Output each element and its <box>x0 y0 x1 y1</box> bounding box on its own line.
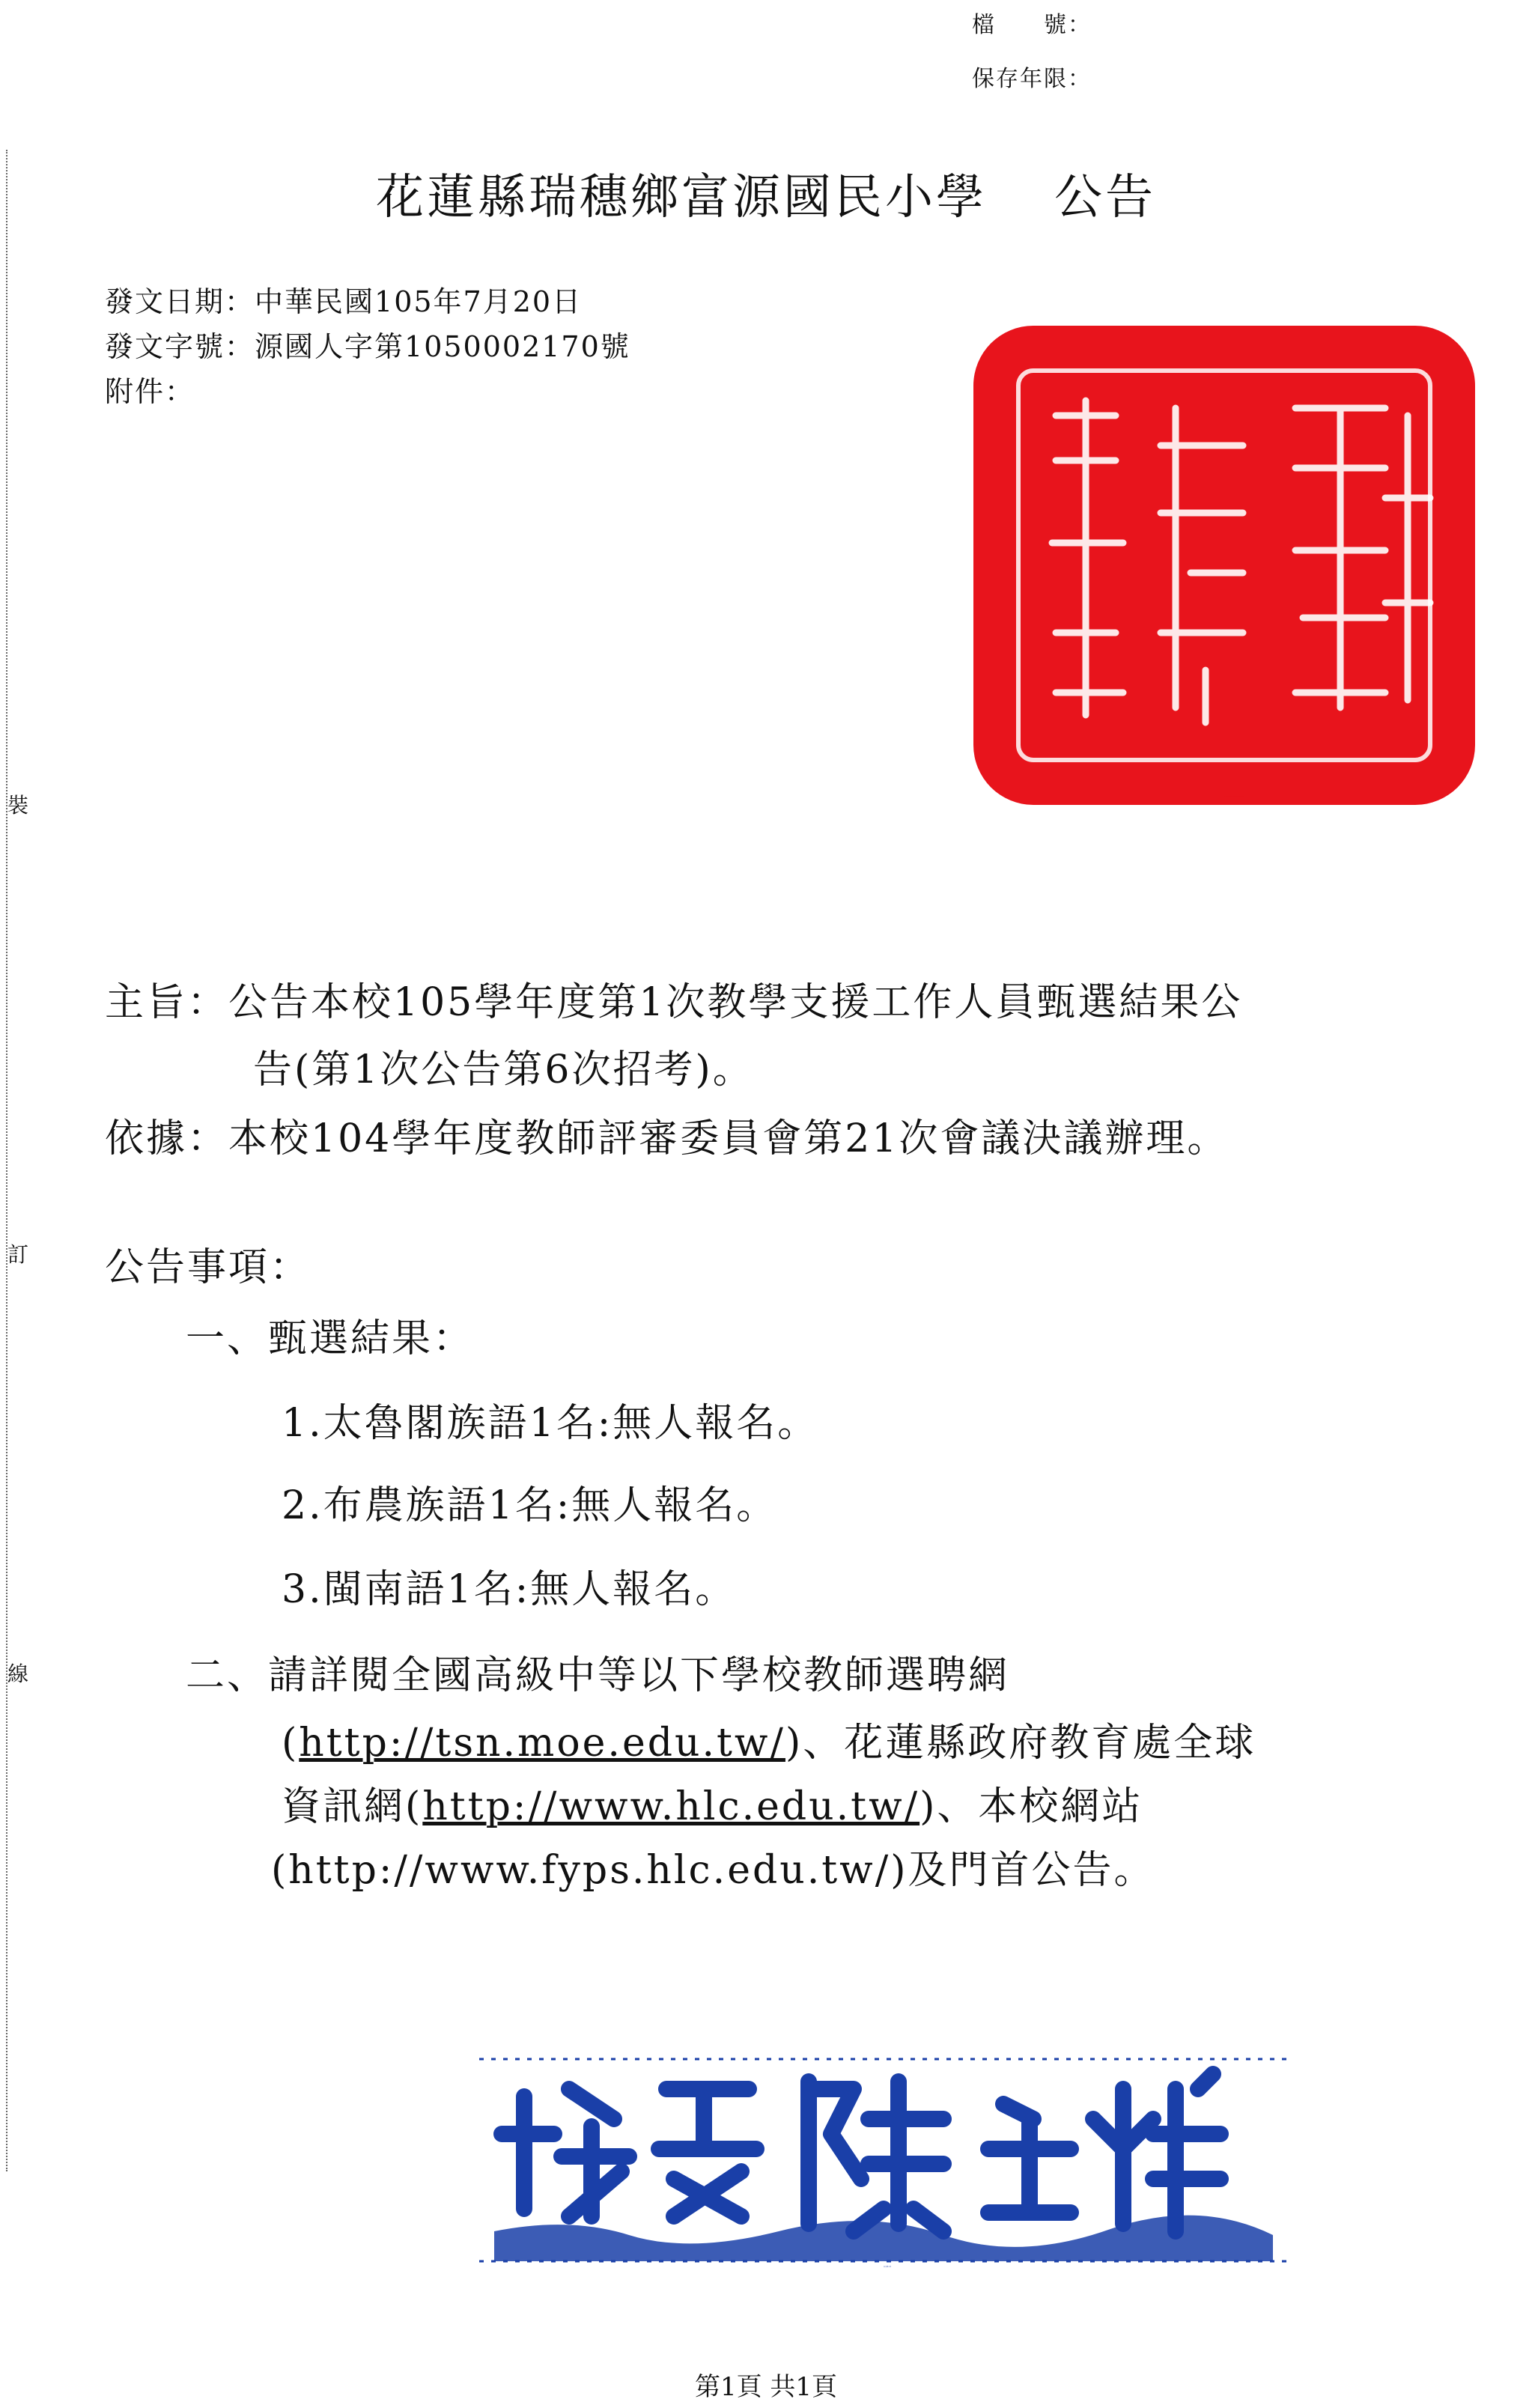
binding-mark-zhuang: 裝 <box>7 786 28 822</box>
item-2-line-2: 資訊網(http://www.hlc.edu.tw/)、本校網站 <box>282 1784 1143 1829</box>
issue-date-label: 發文日期： <box>105 285 255 318</box>
subject-line-1: 公告本校105學年度第1次教學支援工作人員甄選結果公 <box>228 980 1243 1025</box>
item-2-line-3 <box>271 1838 1155 1894</box>
binding-mark-xian: 線 <box>7 1655 28 1691</box>
issue-date-row <box>105 279 582 320</box>
notice-heading: 公告事項： <box>105 1245 311 1290</box>
item-2-title: 二、請詳閱全國高級中等以下學校教師選聘網 <box>186 1653 1010 1698</box>
result-item-2: 2.布農族語1名:無人報名。 <box>282 1483 778 1528</box>
seal-blue-text: 校長陳主烽 <box>884 2266 892 2268</box>
archive-retention-label: 保存年限： <box>972 66 1092 92</box>
item-2-mid-1: 、花蓮縣政府教育處全球 <box>803 1721 1256 1766</box>
issue-date-value: 中華民國105年7月20日 <box>255 285 583 318</box>
doc-type: 公告 <box>1054 170 1156 225</box>
link-hlc[interactable]: http://www.hlc.edu.tw/ <box>422 1784 920 1829</box>
subject-row <box>105 970 1242 1027</box>
item-2-mid-2: 資訊網 <box>282 1784 406 1829</box>
item-1-title: 一、甄選結果： <box>186 1316 475 1361</box>
official-seal-red <box>966 318 1483 812</box>
page-footer: 第1頁 共1頁 <box>694 2372 838 2402</box>
result-item-1: 1.太魯閣族語1名:無人報名。 <box>282 1401 819 1446</box>
reference-number-value: 源國人字第1050002170號 <box>255 330 630 363</box>
reference-number-label: 發文字號： <box>105 330 255 363</box>
basis-row <box>105 1107 1228 1163</box>
item-2-mid-3: 、本校網站 <box>937 1784 1143 1829</box>
seal-red-text: 花蓮縣瑞穗鄉富源國民小學印 <box>1224 797 1244 798</box>
basis-text: 本校104學年度教師評審委員會第21次會議決議辦理。 <box>228 1116 1229 1161</box>
document-title <box>0 159 1532 228</box>
reference-number-row <box>105 323 630 365</box>
item-2-end: 及門首公告。 <box>908 1848 1155 1893</box>
link-tsn[interactable]: http://tsn.moe.edu.tw/ <box>299 1721 785 1766</box>
principal-seal-blue <box>479 2044 1288 2269</box>
subject-line-2: 告(第1次公告第6次招考)。 <box>253 1048 754 1092</box>
archive-file-number-label: 檔 號： <box>972 12 1092 38</box>
binding-mark-ding: 訂 <box>7 1235 28 1271</box>
binding-dotted-line <box>6 150 7 2171</box>
link-fyps[interactable]: (http://www.fyps.hlc.edu.tw/) <box>271 1848 908 1893</box>
subject-label: 主旨： <box>105 980 229 1025</box>
attachment-label: 附件： <box>105 375 195 408</box>
item-2-line-1: (http://tsn.moe.edu.tw/)、花蓮縣政府教育處全球 <box>282 1721 1256 1766</box>
basis-label: 依據： <box>105 1116 229 1161</box>
result-item-3: 3.閩南語1名:無人報名。 <box>282 1567 737 1612</box>
org-name: 花蓮縣瑞穗鄉富源國民小學 <box>376 170 987 225</box>
